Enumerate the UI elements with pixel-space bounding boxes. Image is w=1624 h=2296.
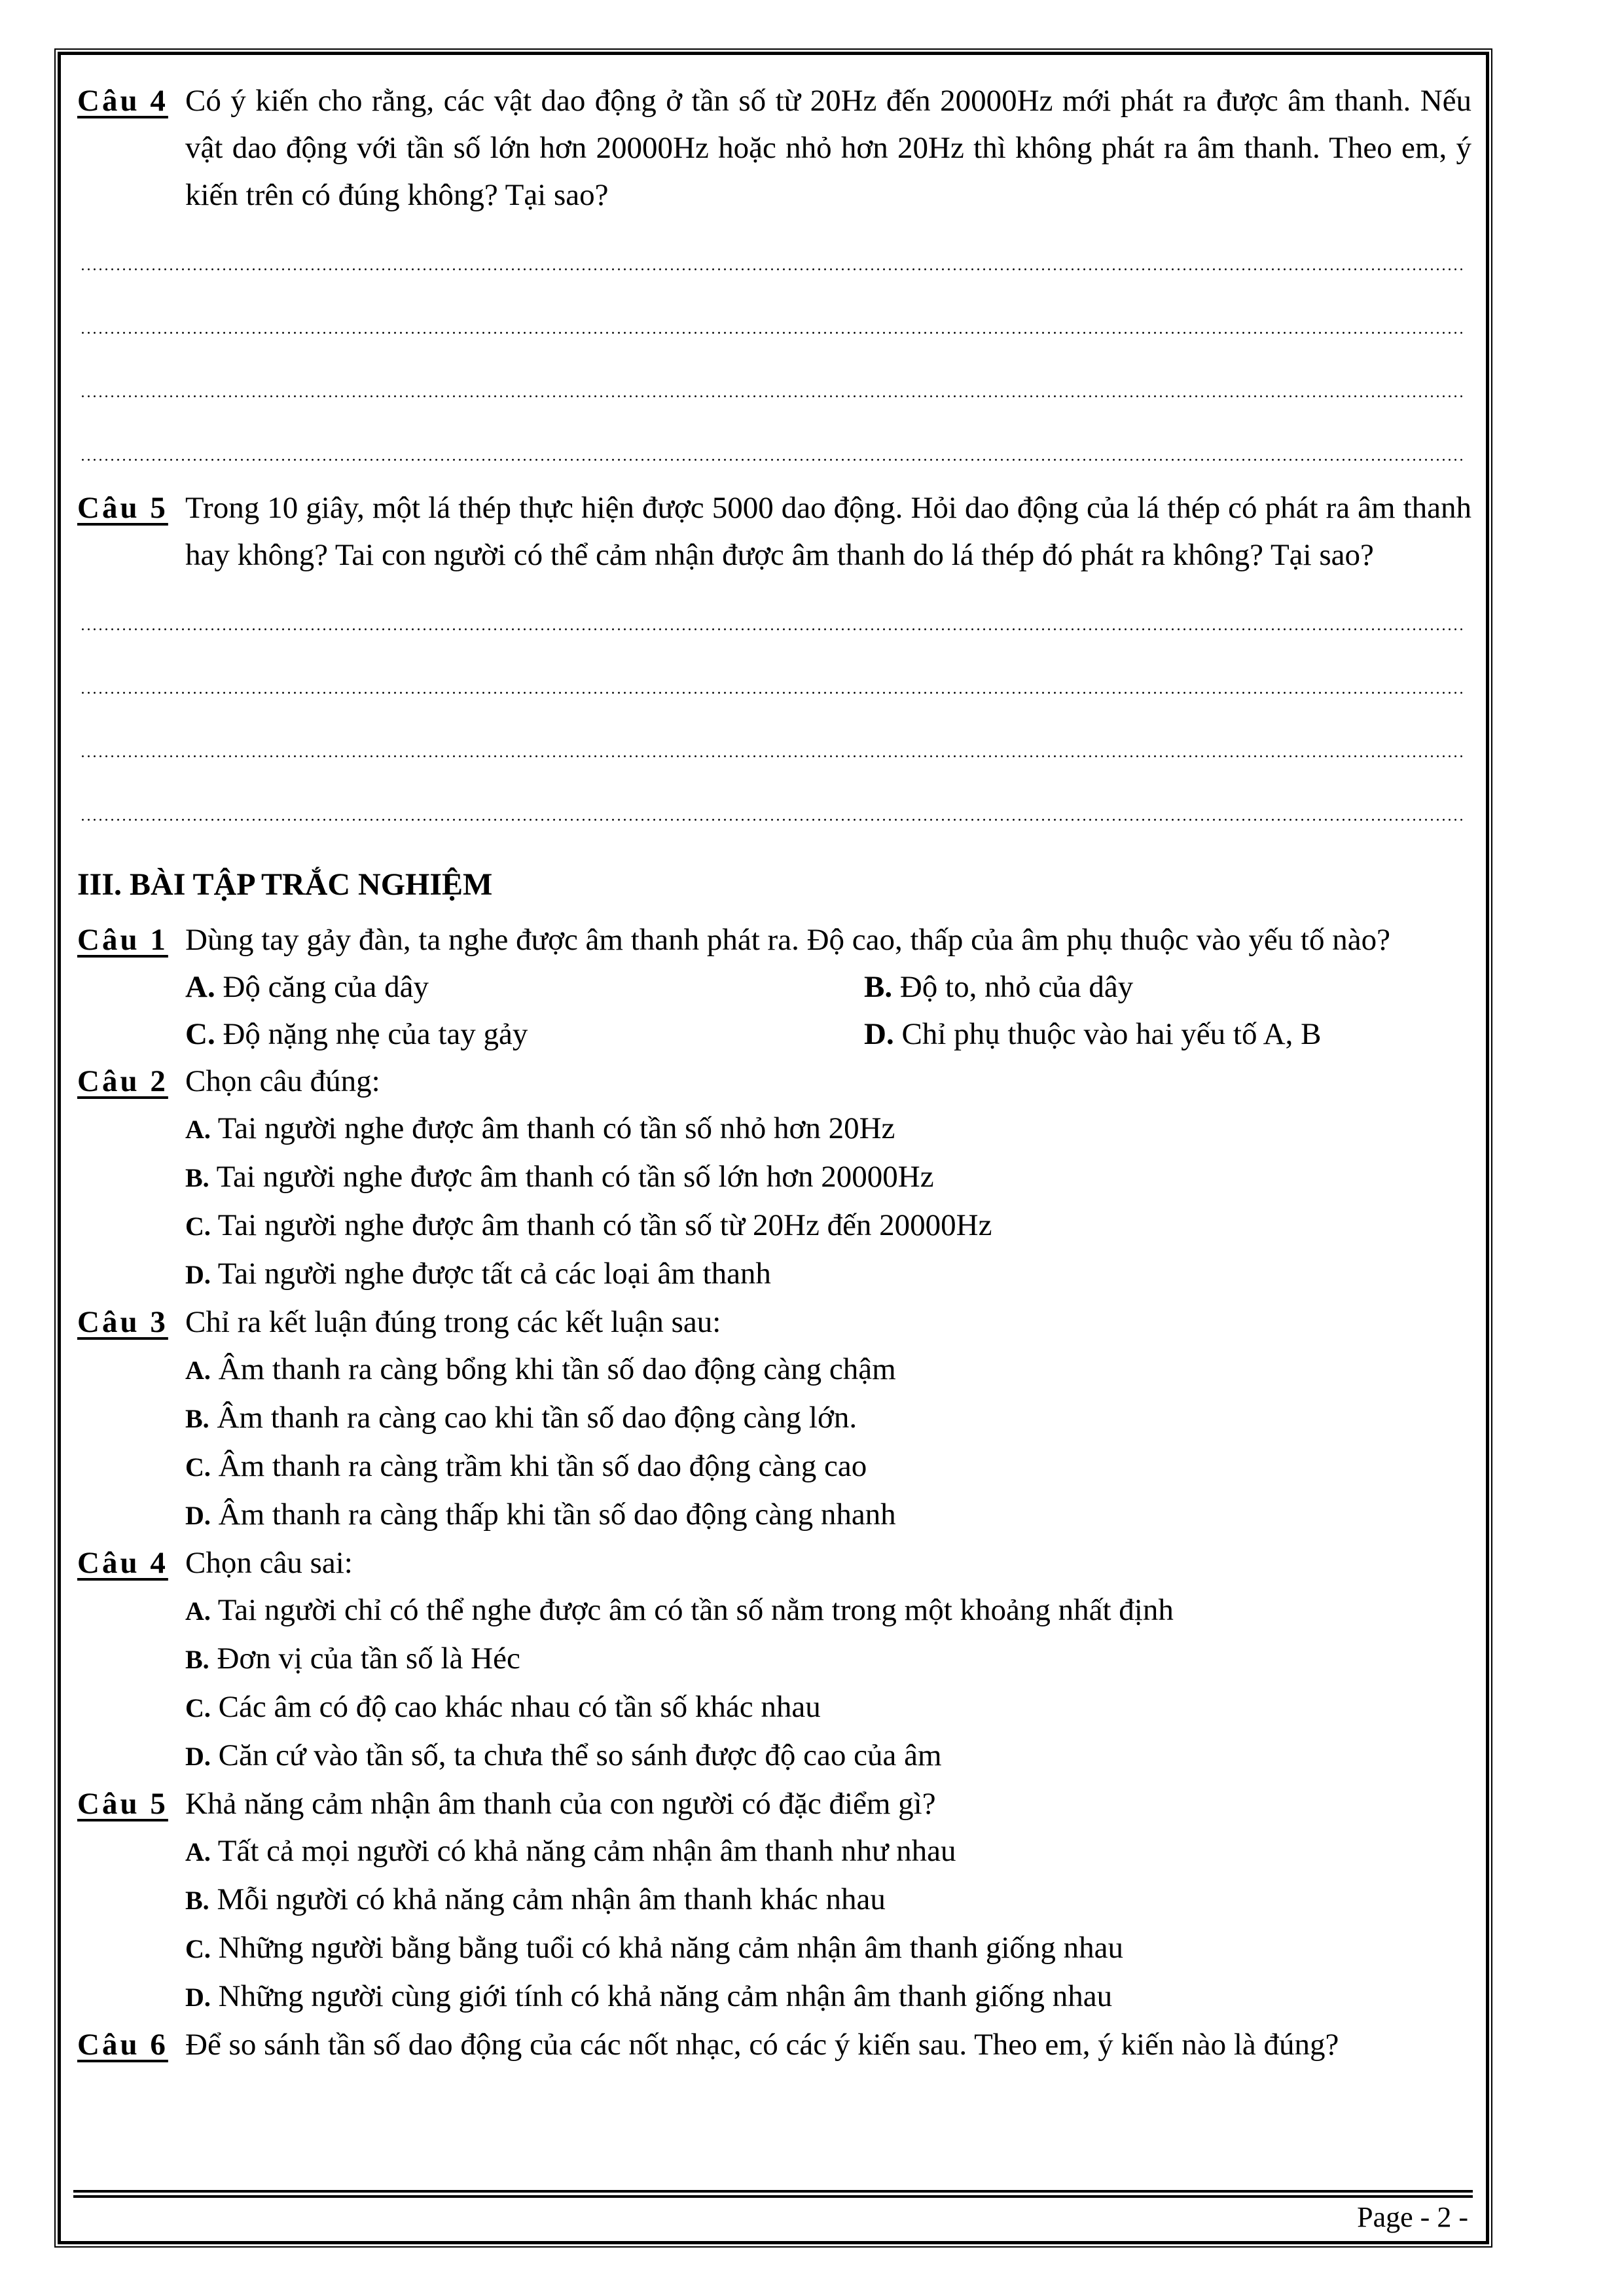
option-d[interactable]: D. Căn cứ vào tần số, ta chưa thể so sánh được độ cao của âm (185, 1738, 942, 1772)
answer-line[interactable] (77, 219, 1471, 282)
answer-lines (77, 579, 1471, 833)
essay-question-4 (77, 77, 1471, 219)
mc-question-3 (77, 1299, 1471, 1346)
options-list (77, 1346, 1471, 1539)
page-number: Page - 2 - (1357, 2201, 1468, 2233)
question-label: Câu 5 (77, 491, 168, 525)
essay-question-5 (77, 484, 1471, 579)
mc-question-5 (77, 1780, 1471, 1827)
answer-line[interactable] (77, 642, 1471, 706)
page-content (77, 77, 1471, 2068)
answer-line[interactable] (77, 282, 1471, 346)
answer-line[interactable] (77, 409, 1471, 473)
footer-rule-top (73, 2190, 1473, 2193)
question-text: Chọn câu sai: (185, 1546, 353, 1580)
option-a[interactable]: A. Tất cả mọi người có khả năng cảm nhận âm thanh như nhau (185, 1834, 956, 1868)
question-text: Khả năng cảm nhận âm thanh của con người có đặc điểm gì? (185, 1787, 936, 1821)
question-label: Câu 3 (77, 1305, 168, 1339)
option-d[interactable]: D. Những người cùng giới tính có khả năng cảm nhận âm thanh giống nhau (185, 1979, 1113, 2013)
mc-question-6 (77, 2021, 1471, 2068)
options-list (77, 1587, 1471, 1780)
question-text: Có ý kiến cho rằng, các vật dao động ở tần số từ 20Hz đến 20000Hz mới phát ra được âm thanh. Nếu vật dao động với tần số lớn hơn 20000Hz hoặc nhỏ hơn 20Hz thì không phát ra âm thanh. Theo em, ý kiến trên có đúng không? Tại sao? (185, 84, 1471, 212)
question-label: Câu 2 (77, 1064, 168, 1098)
options-list (77, 963, 1471, 1058)
question-label: Câu 6 (77, 2028, 168, 2062)
answer-lines (77, 219, 1471, 473)
option-b[interactable]: B. Tai người nghe được âm thanh có tần số lớn hơn 20000Hz (185, 1160, 934, 1194)
option-b[interactable]: B. Đơn vị của tần số là Héc (185, 1641, 520, 1676)
question-text: Để so sánh tần số dao động của các nốt nhạc, có các ý kiến sau. Theo em, ý kiến nào là đúng? (185, 2028, 1339, 2062)
answer-line[interactable] (77, 706, 1471, 769)
option-a[interactable]: A. Âm thanh ra càng bổng khi tần số dao động càng chậm (185, 1352, 896, 1386)
option-c[interactable]: C. Độ nặng nhẹ của tay gảy (185, 1017, 528, 1051)
section-title: III. BÀI TẬP TRẮC NGHIỆM (77, 867, 493, 902)
question-label: Câu 4 (77, 1546, 168, 1580)
option-c[interactable]: C. Tai người nghe được âm thanh có tần số từ 20Hz đến 20000Hz (185, 1208, 992, 1242)
question-text: Trong 10 giây, một lá thép thực hiện được 5000 dao động. Hỏi dao động của lá thép có phát ra âm thanh hay không? Tai con người có thể cảm nhận được âm thanh do lá thép đó phát ra không? Tại sao? (185, 491, 1471, 572)
option-b[interactable]: B. Độ to, nhỏ của dây (864, 970, 1134, 1004)
option-d[interactable]: D. Chỉ phụ thuộc vào hai yếu tố A, B (864, 1017, 1322, 1051)
option-d[interactable]: D. Âm thanh ra càng thấp khi tần số dao động càng nhanh (185, 1498, 896, 1532)
answer-line[interactable] (77, 579, 1471, 642)
question-label: Câu 1 (77, 923, 168, 957)
mc-question-2 (77, 1058, 1471, 1105)
option-a[interactable]: A. Tai người nghe được âm thanh có tần số nhỏ hơn 20Hz (185, 1111, 895, 1145)
option-a[interactable]: A. Tai người chỉ có thể nghe được âm có tần số nằm trong một khoảng nhất định (185, 1593, 1174, 1627)
option-a[interactable]: A. Độ căng của dây (185, 970, 429, 1004)
question-label: Câu 5 (77, 1787, 168, 1821)
question-label: Câu 4 (77, 84, 168, 118)
mc-question-1 (77, 916, 1471, 963)
mc-question-4 (77, 1539, 1471, 1587)
option-c[interactable]: C. Âm thanh ra càng trầm khi tần số dao động càng cao (185, 1449, 867, 1483)
footer-rule-bottom (73, 2195, 1473, 2198)
options-list (77, 1105, 1471, 1299)
option-b[interactable]: B. Mỗi người có khả năng cảm nhận âm thanh khác nhau (185, 1882, 886, 1916)
question-text: Dùng tay gảy đàn, ta nghe được âm thanh phát ra. Độ cao, thấp của âm phụ thuộc vào yếu tố nào? (185, 923, 1390, 957)
answer-line[interactable] (77, 346, 1471, 409)
options-list (77, 1827, 1471, 2021)
question-text: Chọn câu đúng: (185, 1064, 380, 1098)
option-c[interactable]: C. Các âm có độ cao khác nhau có tần số khác nhau (185, 1690, 821, 1724)
answer-line[interactable] (77, 769, 1471, 833)
option-c[interactable]: C. Những người bằng bằng tuổi có khả năng cảm nhận âm thanh giống nhau (185, 1931, 1124, 1965)
question-text: Chỉ ra kết luận đúng trong các kết luận sau: (185, 1305, 721, 1339)
option-d[interactable]: D. Tai người nghe được tất cả các loại âm thanh (185, 1257, 771, 1291)
option-b[interactable]: B. Âm thanh ra càng cao khi tần số dao động càng lớn. (185, 1401, 857, 1435)
